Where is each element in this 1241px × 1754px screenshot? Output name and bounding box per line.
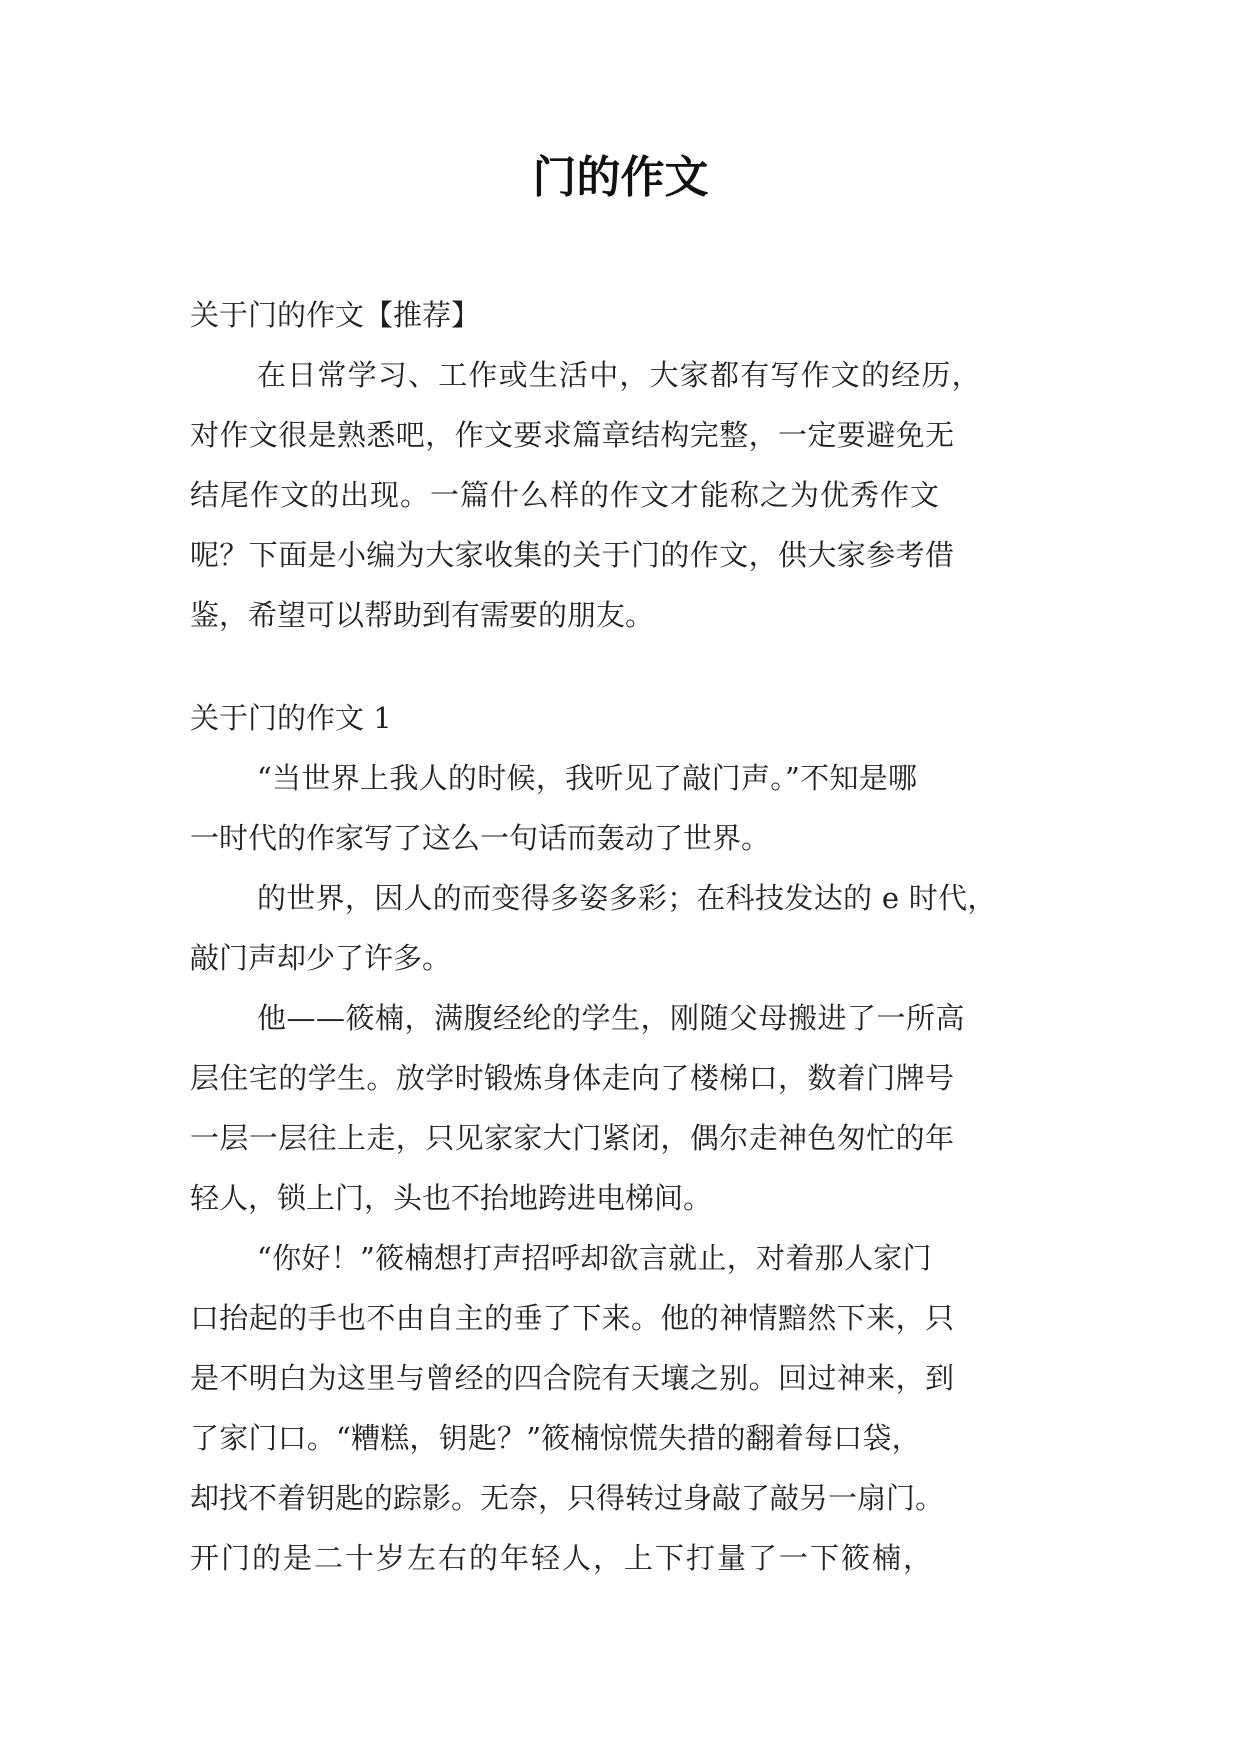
intro-line-3: 结尾作文的出现。一篇什么样的作文才能称之为优秀作文 (190, 478, 941, 512)
body-line-12: 了家门口。“糟糕，钥匙？”筱楠惊慌失措的翻着每口袋， (190, 1421, 921, 1455)
document-title: 门的作文 (532, 152, 709, 203)
body-line-7: 一层一层往上走，只见家家大门紧闭，偶尔走神色匆忙的年 (190, 1121, 955, 1155)
intro-line-2: 对作文很是熟悉吧，作文要求篇章结构完整，一定要避免无 (190, 418, 955, 452)
intro-line-4: 呢？下面是小编为大家收集的关于门的作文，供大家参考借 (190, 538, 955, 572)
body-line-10: 口抬起的手也不由自主的垂了下来。他的神情黯然下来，只 (190, 1301, 955, 1335)
article-heading: 关于门的作文【推荐】 (190, 298, 481, 332)
body-line-1: “当世界上我人的时候，我听见了敲门声。”不知是哪 (257, 761, 918, 795)
body-line-13: 却找不着钥匙的踪影。无奈，只得转过身敲了敲另一扇门。 (190, 1481, 945, 1515)
body-line-9: “你好！”筱楠想打声招呼却欲言就止，对着那人家门 (257, 1241, 932, 1275)
body-line-11: 是不明白为这里与曾经的四合院有天壤之别。回过神来，到 (190, 1361, 955, 1395)
intro-line-1: 在日常学习、工作或生活中，大家都有写作文的经历， (257, 358, 982, 392)
body-line-4: 敲门声却少了许多。 (190, 941, 452, 975)
body-line-3: 的世界，因人的而变得多姿多彩；在科技发达的 e 时代， (257, 881, 997, 915)
section-title: 关于门的作文 1 (190, 701, 392, 735)
intro-line-5: 鉴，希望可以帮助到有需要的朋友。 (190, 598, 655, 632)
body-line-8: 轻人，锁上门，头也不抬地跨进电梯间。 (190, 1181, 713, 1215)
body-line-5: 他——筱楠，满腹经纶的学生，刚随父母搬进了一所高 (257, 1001, 966, 1035)
body-line-6: 层住宅的学生。放学时锻炼身体走向了楼梯口，数着门牌号 (190, 1061, 955, 1095)
body-line-2: 一时代的作家写了这么一句话而轰动了世界。 (190, 821, 771, 855)
body-line-14: 开门的是二十岁左右的年轻人，上下打量了一下筱楠， (190, 1541, 935, 1575)
